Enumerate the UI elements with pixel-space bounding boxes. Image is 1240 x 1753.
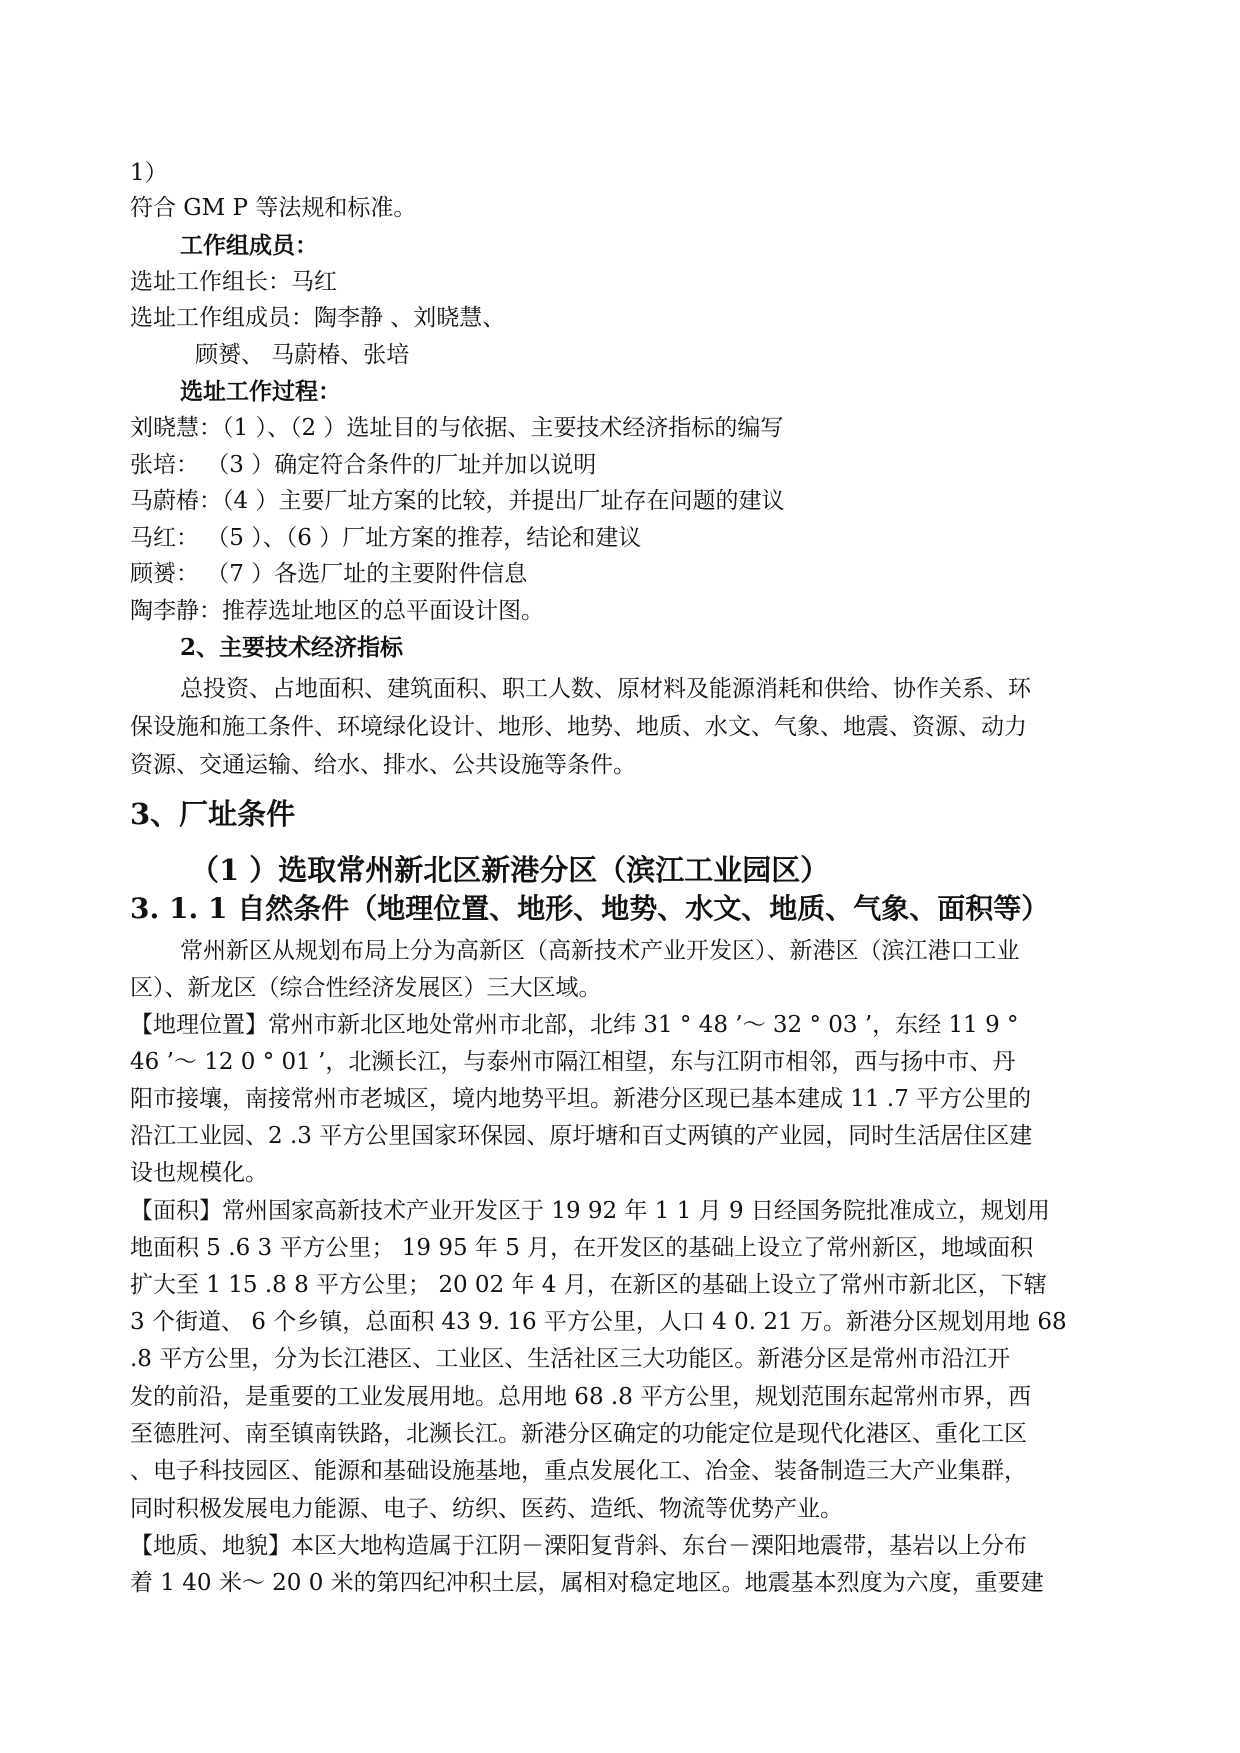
- body-line: 保设施和施工条件、环境绿化设计、地形、地势、地质、水文、气象、地震、资源、动力: [130, 714, 1027, 740]
- body-line: 发的前沿，是重要的工业发展用地。总用地 68 .8 平方公里，规划范围东起常州市界，西: [130, 1384, 1032, 1410]
- body-line: 【地质、地貌】本区大地构造属于江阴－溧阳复背斜、东台－溧阳地震带，基岩以上分布: [130, 1533, 1027, 1559]
- body-line: 【地理位置】常州市新北区地处常州市北部，北纬 31 ° 48 ’～ 32 ° 03 ’，东经 11 9 °: [130, 1012, 1019, 1038]
- body-line: 46 ’～ 12 0 ° 01 ’，北濒长江，与泰州市隔江相望，东与江阴市相邻，西与扬中市、丹: [130, 1049, 1016, 1075]
- body-line: 符合 GM P 等法规和标准。: [130, 195, 417, 221]
- body-line: 选址工作组成员：陶李静 、刘晓慧、: [130, 305, 506, 331]
- body-line: 【面积】常州国家高新技术产业开发区于 19 92 年 1 1 月 9 日经国务院批准成立，规划用: [130, 1198, 1050, 1224]
- section-heading-2: 2、主要技术经济指标: [180, 634, 404, 661]
- body-line: 总投资、占地面积、建筑面积、职工人数、原材料及能源消耗和供给、协作关系、环: [180, 676, 1031, 702]
- body-line: 沿江工业园、2 .3 平方公里国家环保园、原圩塘和百丈两镇的产业园，同时生活居住区建: [130, 1123, 1033, 1149]
- body-line: 3 个街道、 6 个乡镇，总面积 43 9. 16 平方公里，人口 4 0. 21 万。新港分区规划用地 68: [130, 1309, 1067, 1335]
- body-line: 地面积 5 .6 3 平方公里； 19 95 年 5 月，在开发区的基础上设立了常州新区，地域面积: [130, 1235, 1034, 1261]
- body-line: 张培： （3 ）确定符合条件的厂址并加以说明: [130, 452, 597, 478]
- section-label-members: 工作组成员：: [180, 232, 318, 259]
- subsection-heading-numbered: 3. 1. 1 自然条件（地理位置、地形、地势、水文、地质、气象、面积等）: [130, 892, 1050, 925]
- body-line: 马蔚椿：（4 ）主要厂址方案的比较，并提出厂址存在问题的建议: [130, 488, 785, 514]
- body-line: 着 1 40 米～ 20 0 米的第四纪冲积土层，属相对稳定地区。地震基本烈度为六度，重要建: [130, 1570, 1044, 1596]
- section-heading-3: 3、厂址条件: [130, 797, 296, 831]
- body-line: 选址工作组长：马红: [130, 269, 337, 295]
- body-line: 、电子科技园区、能源和基础设施基地，重点发展化工、冶金、装备制造三大产业集群，: [130, 1458, 1027, 1484]
- body-line: 常州新区从规划布局上分为高新区（高新技术产业开发区）、新港区（滨江港口工业: [180, 938, 1020, 964]
- body-line: 马红： （5 ）、（6 ）厂址方案的推荐，结论和建议: [130, 525, 642, 551]
- list-number: 1）: [130, 160, 168, 186]
- body-line: 陶李静：推荐选址地区的总平面设计图。: [130, 598, 544, 624]
- body-line: .8 平方公里，分为长江港区、工业区、生活社区三大功能区。新港分区是常州市沿江开: [130, 1346, 1011, 1372]
- body-line: 顾赟、 马蔚椿、张培: [195, 342, 410, 368]
- subsection-heading: （1 ）选取常州新北区新港分区（滨江工业园区）: [190, 853, 830, 887]
- body-line: 设也规模化。: [130, 1160, 268, 1186]
- section-label-process: 选址工作过程：: [180, 378, 341, 405]
- body-line: 同时积极发展电力能源、电子、纺织、医药、造纸、物流等优势产业。: [130, 1496, 843, 1522]
- body-line: 阳市接壤，南接常州市老城区，境内地势平坦。新港分区现已基本建成 11 .7 平方公里的: [130, 1086, 1032, 1112]
- body-line: 至德胜河、南至镇南铁路，北濒长江。新港分区确定的功能定位是现代化港区、重化工区: [130, 1421, 1027, 1447]
- body-line: 顾赟： （7 ）各选厂址的主要附件信息: [130, 561, 528, 587]
- body-line: 资源、交通运输、给水、排水、公共设施等条件。: [130, 752, 636, 778]
- body-line: 扩大至 1 15 .8 8 平方公里； 20 02 年 4 月，在新区的基础上设立了常州市新北区，下辖: [130, 1272, 1047, 1298]
- body-line: 区）、新龙区（综合性经济发展区）三大区域。: [130, 975, 602, 1001]
- body-line: 刘晓慧：（1 ）、（2 ）选址目的与依据、主要技术经济指标的编写: [130, 415, 784, 441]
